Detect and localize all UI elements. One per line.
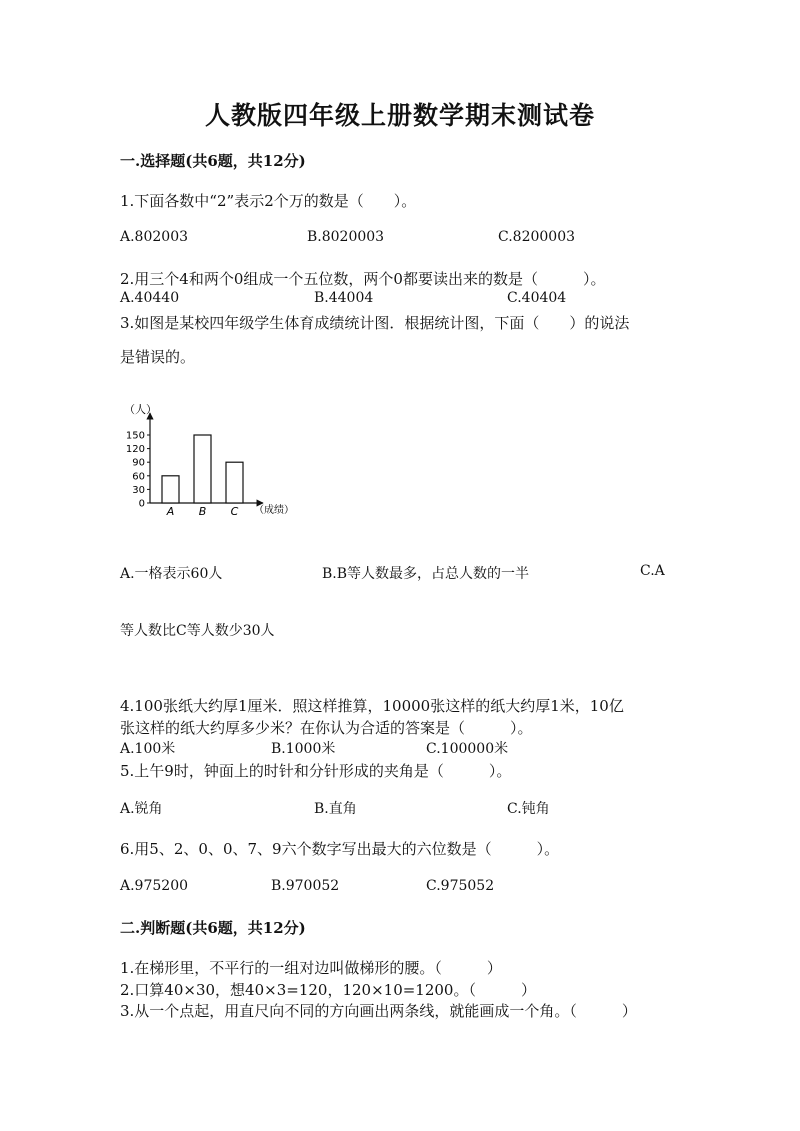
y-tick-label-4: 120 (125, 444, 145, 456)
question-3-line-1: 3.如图是某校四年级学生体育成绩统计图．根据统计图，下面（ ）的说法 (120, 314, 630, 332)
q3-option-a[interactable]: A.一格表示60人 (120, 566, 223, 582)
q6-option-b[interactable]: B.970052 (271, 878, 340, 894)
question-2: 2.用三个4和两个0组成一个五位数，两个0都要读出来的数是（ ）。 (120, 270, 606, 288)
q3-option-c[interactable]: C.A (640, 563, 665, 579)
q5-option-b[interactable]: B.直角 (314, 801, 357, 817)
bar-B (194, 435, 211, 503)
q4-option-a[interactable]: A.100米 (120, 741, 176, 757)
section-heading-judgement: 二.判断题(共6题，共12分) (120, 919, 306, 937)
y-tick-label-5: 150 (125, 430, 145, 442)
q6-option-c[interactable]: C.975052 (426, 878, 495, 894)
question-6: 6.用5、2、0、0、7、9六个数字写出最大的六位数是（ ）。 (120, 840, 560, 858)
q3-option-c-continued: 等人数比C等人数少30人 (120, 623, 275, 639)
bar-C (226, 462, 243, 503)
y-tick-label-3: 90 (132, 457, 145, 469)
y-tick-label-0: 0 (138, 498, 145, 510)
q1-option-a[interactable]: A.802003 (120, 229, 189, 245)
x-tick-label-B: B (198, 505, 207, 518)
q1-option-c[interactable]: C.8200003 (498, 229, 576, 245)
judgement-question-1: 1.在梯形里，不平行的一组对边叫做梯形的腰。（ ） (120, 959, 502, 977)
question-4-line-1: 4.100张纸大约厚1厘米．照这样推算，10000张这样的纸大约厚1米，10亿 (120, 697, 624, 715)
q2-option-b[interactable]: B.44004 (314, 290, 374, 306)
q3-option-b[interactable]: B.B等人数最多，占总人数的一半 (322, 566, 530, 582)
q6-option-a[interactable]: A.975200 (120, 878, 189, 894)
judgement-question-2: 2.口算40×30，想40×3=120，120×10=1200。（ ） (120, 981, 536, 999)
question-1: 1.下面各数中“2”表示2个万的数是（ ）。 (120, 192, 417, 210)
bar-A (162, 476, 179, 503)
x-tick-label-C: C (230, 505, 239, 518)
page-title: 人教版四年级上册数学期末测试卷 (204, 101, 595, 130)
q4-option-b[interactable]: B.1000米 (271, 741, 336, 757)
chart-ylabel: （人） (124, 403, 157, 416)
chart-xlabel: （成绩） (254, 505, 294, 516)
q2-option-a[interactable]: A.40440 (120, 290, 180, 306)
x-tick-label-A: A (166, 505, 175, 518)
bar-chart (118, 395, 308, 525)
judgement-question-3: 3.从一个点起，用直尺向不同的方向画出两条线，就能画成一个角。（ ） (120, 1002, 637, 1020)
q4-option-c[interactable]: C.100000米 (426, 741, 509, 757)
y-tick-label-1: 30 (132, 484, 145, 496)
section-heading-choice: 一.选择题(共6题，共12分) (120, 152, 306, 170)
q2-option-c[interactable]: C.40404 (507, 290, 567, 306)
q5-option-c[interactable]: C.钝角 (507, 801, 550, 817)
q5-option-a[interactable]: A.锐角 (120, 801, 163, 817)
question-4-line-2: 张这样的纸大约厚多少米？在你认为合适的答案是（ ）。 (120, 719, 533, 737)
question-5: 5.上午9时，钟面上的时针和分针形成的夹角是（ ）。 (120, 762, 512, 780)
q1-option-b[interactable]: B.8020003 (307, 229, 385, 245)
y-tick-label-2: 60 (132, 471, 145, 483)
question-3-line-2: 是错误的。 (120, 348, 196, 366)
